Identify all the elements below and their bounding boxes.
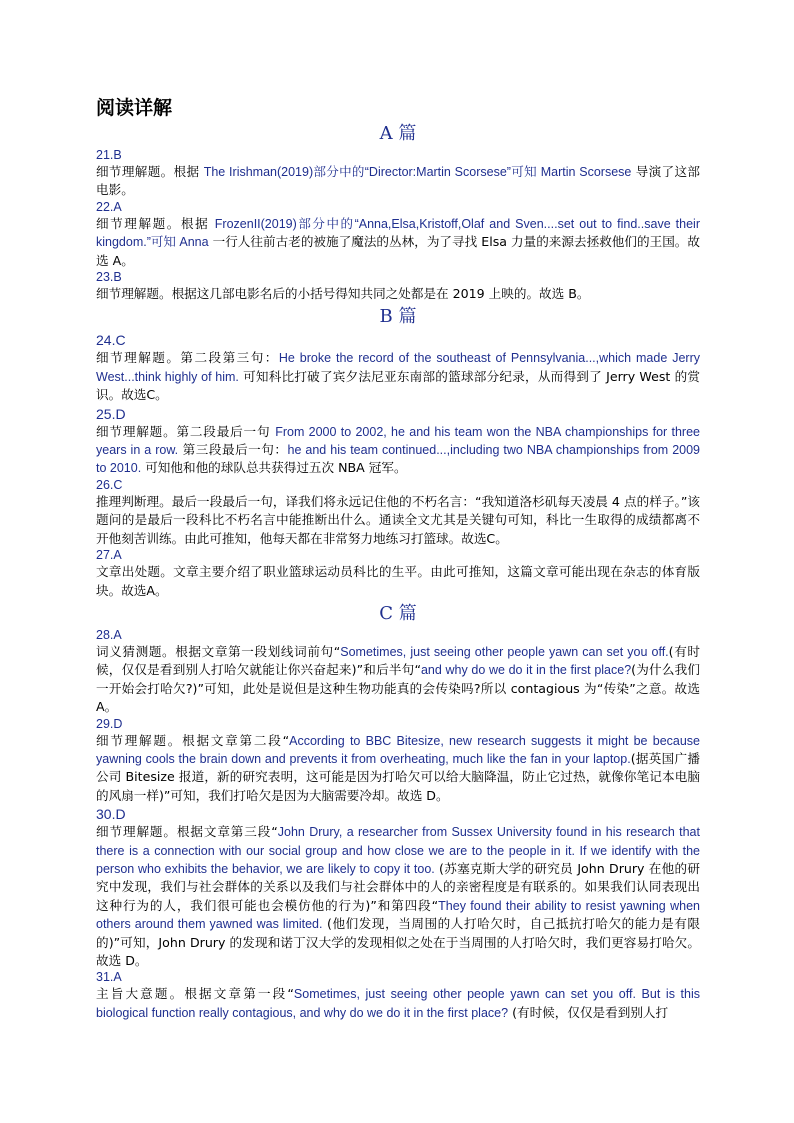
question-28-explanation: 词义猜测题。根据文章第一段划线词前句“Sometimes, just seeing other people yawn can set you off.(有时候，仅仅是看到别人打哈欠就能让你兴奋起来)”和后半句“and why do we do it in the first place?(为什么我们一开始会打哈欠?)”可知，此处是说但是这种生物功能真的会传染吗?所以 contagious 为“传染”之意。故选 A。 bbox=[96, 643, 701, 715]
question-30-explanation: 细节理解题。根据文章第三段“John Drury, a researcher from Sussex University found in his research that there is a connection with our social group and how close we are to the people in it. If we identify with the person who exhibits the behavior, we are likely to copy it too. (苏塞克斯大学的研究员 John Drury 在他的研究中发现，我们与社会群体的关系以及我们与社会群体中的人的亲密程度是有联系的。如果我们认同表现出这种行为的人，我们很可能也会模仿他的行为)”和第四段“They found their ability to resist yawning when others around them yawned was limited. (他们发现，当周围的人打哈欠时，自己抵抗打哈欠的能力是有限的)”可知，John Drury 的发现和诺丁汉大学的发现相似之处在于当周围的人打哈欠时，我们更容易打哈欠。故选 D。 bbox=[96, 824, 700, 968]
question-22-explanation: 细节理解题。根据 FrozenII(2019)部分中的“Anna,Elsa,Kristoff,Olaf and Sven....set out to find..save their kingdom.”可知 Anna 一行人往前古老的被施了魔法的丛林，为了寻找 Elsa 力量的来源去拯救他们的王国。故选 A。 bbox=[96, 215, 700, 268]
question-22-number: 22.A bbox=[96, 199, 122, 214]
question-25-number: 25.D bbox=[96, 405, 126, 422]
question-21-number: 21.B bbox=[96, 148, 122, 162]
question-29-explanation: 细节理解题。根据文章第二段“According to BBC Bitesize, new research suggests it might be because yawning cools the brain down and prevents it from overheating, much like the fan in your laptop.(据英国广播公司 Bitesize 报道，新的研究表明，这可能是因为打哈欠可以给大脑降温，防止它过热，就像你笔记本电脑的风扇一样)”可知，我们打哈欠是因为大脑需要冷却。故选 D。 bbox=[96, 732, 700, 803]
question-27-explanation: 文章出处题。文章主要介绍了职业篮球运动员科比的生平。由此可推知，这篇文章可能出现在杂志的体育版块。故选A。 bbox=[96, 564, 700, 598]
question-24-explanation: 细节理解题。第二段第三句：He broke the record of the southeast of Pennsylvania...,which made Jerry West...think highly of him. 可知科比打破了宾夕法尼亚东南部的篮球部分纪录，从而得到了 Jerry West 的赏识。故选C。 bbox=[96, 350, 701, 403]
question-23-explanation: 细节理解题。根据这几部电影名后的小括号得知共同之处都是在 2019 上映的。故选 B。 bbox=[96, 286, 590, 302]
question-26-number: 26.C bbox=[96, 477, 123, 492]
page-title: 阅读详解 bbox=[96, 97, 173, 119]
question-24-number: 24.C bbox=[96, 332, 126, 349]
question-29-number: 29.D bbox=[96, 716, 123, 731]
question-25-explanation: 细节理解题。第二段最后一句 From 2000 to 2002, he and his team won the NBA championships for three years in a row. 第三段最后一句：he and his team continued...,including two NBA championships from 2009 to 2010. 可知他和他的球队总共获得过五次 NBA 冠军。 bbox=[96, 423, 701, 476]
question-21-explanation: 细节理解题。根据 The Irishman(2019)部分中的“Director:Martin Scorsese”可知 Martin Scorsese 导演了这部电影。 bbox=[96, 164, 700, 198]
question-31-explanation: 主旨大意题。根据文章第一段“Sometimes, just seeing other people yawn can set you off. But is this biological function really contagious, and why do we do it in the first place? (有时候，仅仅是看到别人打 bbox=[96, 986, 700, 1020]
question-26-explanation: 推理判断理。最后一段最后一句，译我们将永远记住他的不朽名言：“我知道洛杉矶每天凌晨 4 点的样子。”该题问的是最后一段科比不朽名言中能推断出什么。通读全文尤其是关键句可知，科比一生取得的成绩都离不开他刻苦训练。由此可推知，他每天都在非常努力地练习打篮球。故选C。 bbox=[96, 493, 700, 546]
question-28-number: 28.A bbox=[96, 627, 122, 642]
question-27-number: 27.A bbox=[96, 548, 122, 563]
section-b-title: B 篇 bbox=[379, 306, 417, 328]
section-a-title: A 篇 bbox=[379, 123, 417, 144]
question-31-number: 31.A bbox=[96, 970, 122, 985]
question-23-number: 23.B bbox=[96, 270, 122, 285]
answer-key-page bbox=[96, 96, 700, 1022]
question-30-number: 30.D bbox=[96, 806, 126, 823]
section-c-title: C 篇 bbox=[379, 602, 417, 624]
